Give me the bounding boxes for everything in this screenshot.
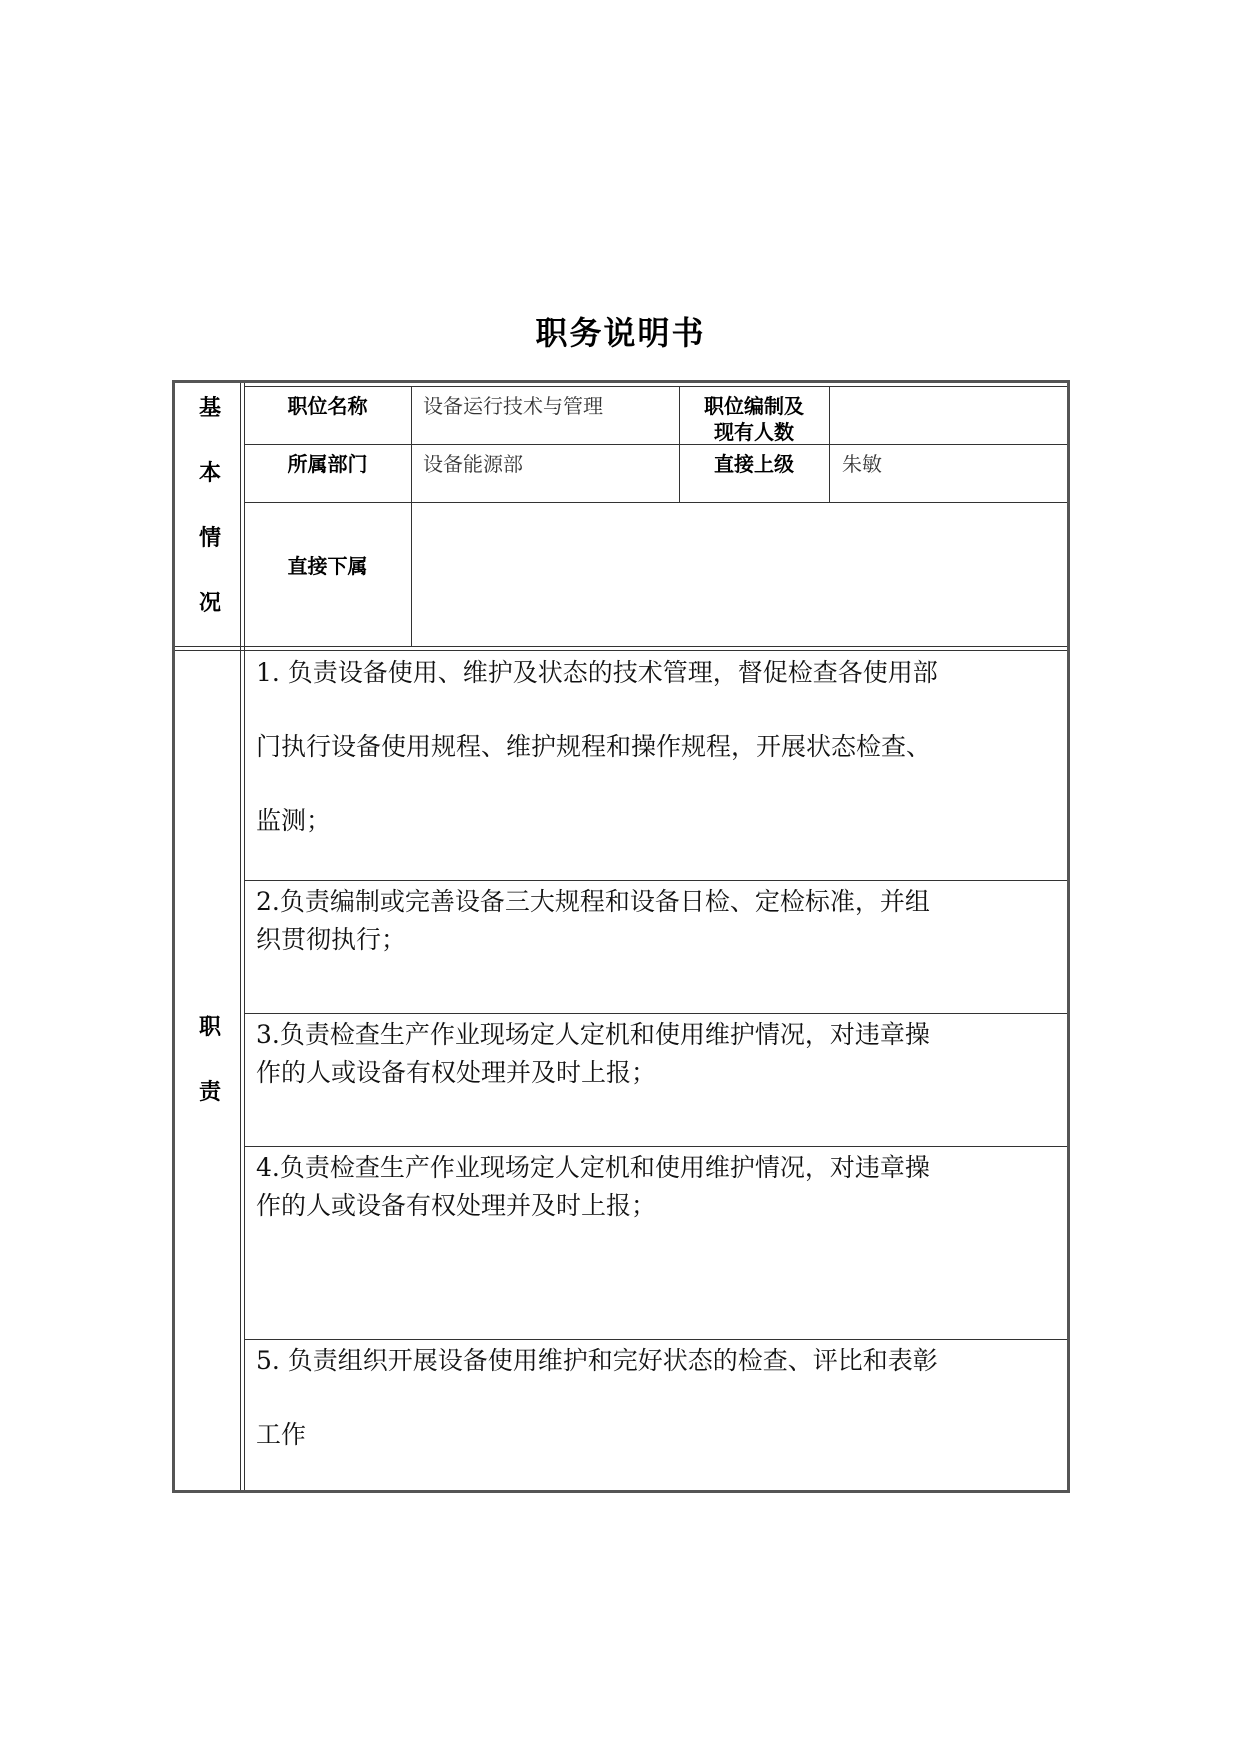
- duty-5-line-1: 5. 负责组织开展设备使用维护和完好状态的检查、评比和表彰: [256, 1346, 938, 1375]
- basic-section-label-char-2: 本: [198, 461, 221, 486]
- document-title: 职务说明书: [535, 314, 706, 352]
- label-column-divider: [240, 383, 241, 1490]
- basic-top-border: [244, 386, 1067, 387]
- subordinates-label: 直接下属: [287, 554, 368, 578]
- duty-5-line-2: 工作: [256, 1420, 307, 1449]
- duties-section-label-char-2: 责: [198, 1080, 221, 1105]
- position-name-value: 设备运行技术与管理: [423, 394, 603, 418]
- department-label: 所属部门: [287, 452, 368, 476]
- duty-divider-4: [244, 1339, 1067, 1340]
- duty-4-line-1: 4.负责检查生产作业现场定人定机和使用维护情况，对违章操: [256, 1153, 930, 1182]
- duty-4-line-2: 作的人或设备有权处理并及时上报；: [256, 1191, 657, 1220]
- duty-1-line-3: 监测；: [256, 806, 332, 835]
- basic-col1-divider: [411, 386, 412, 646]
- department-value: 设备能源部: [423, 452, 523, 476]
- section-separator: [175, 646, 1067, 647]
- basic-section-label-char-4: 况: [198, 591, 221, 616]
- duties-section-label-char-1: 职: [198, 1015, 221, 1040]
- duty-1-line-1: 1. 负责设备使用、维护及状态的技术管理，督促检查各使用部: [256, 658, 938, 687]
- duty-divider-1: [244, 880, 1067, 881]
- duty-3-line-1: 3.负责检查生产作业现场定人定机和使用维护情况，对违章操: [256, 1020, 930, 1049]
- duty-1-line-2: 门执行设备使用规程、维护规程和操作规程，开展状态检查、: [256, 732, 932, 761]
- duty-2-line-1: 2.负责编制或完善设备三大规程和设备日检、定检标准，并组: [256, 887, 930, 916]
- supervisor-label: 直接上级: [714, 452, 794, 476]
- basic-row1-divider: [244, 444, 1067, 445]
- supervisor-value: 朱敏: [842, 452, 882, 476]
- position-name-label: 职位名称: [287, 394, 368, 418]
- headcount-label-line1: 职位编制及: [704, 394, 804, 418]
- duty-divider-3: [244, 1146, 1067, 1147]
- basic-section-label-char-3: 情: [198, 526, 221, 551]
- headcount-label-line2: 现有人数: [714, 420, 794, 444]
- duty-3-line-2: 作的人或设备有权处理并及时上报；: [256, 1058, 657, 1087]
- section-separator-inner: [175, 650, 1067, 651]
- basic-col3-divider: [829, 386, 830, 502]
- basic-row2-divider: [244, 502, 1067, 503]
- basic-section-label-char-1: 基: [198, 396, 221, 421]
- duty-2-line-2: 织贯彻执行；: [256, 925, 407, 954]
- duty-divider-2: [244, 1013, 1067, 1014]
